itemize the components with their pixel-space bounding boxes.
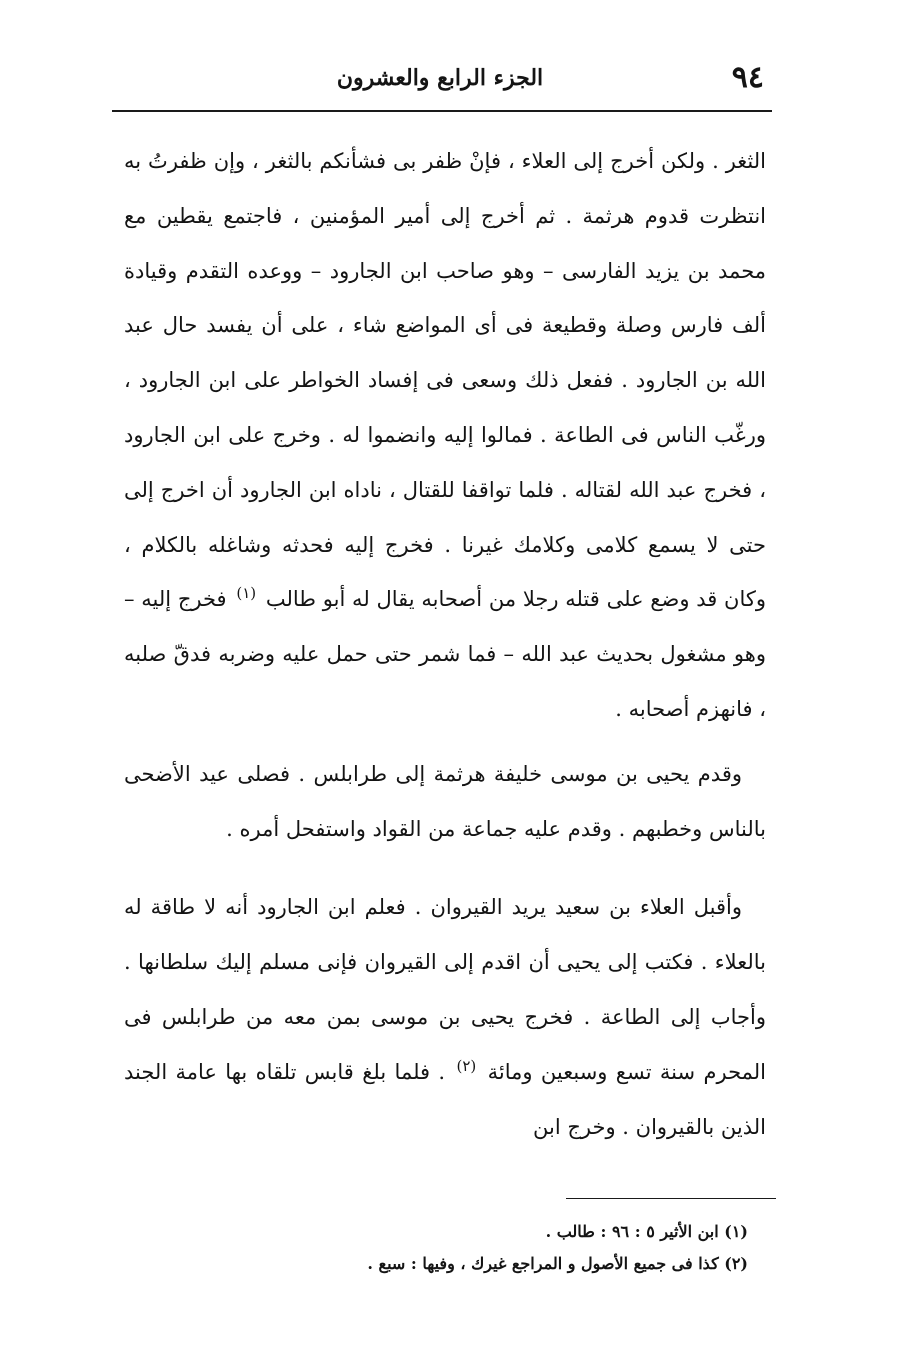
running-title: الجزء الرابع والعشرون (336, 65, 544, 91)
header-rule (112, 110, 772, 112)
footnote-rule (566, 1198, 776, 1199)
footnote-1: (١) ابن الأثير ٥ : ٩٦ : طالب . (545, 1222, 748, 1241)
page-number: ٩٤ (731, 60, 764, 95)
body-text (124, 134, 766, 1154)
paragraph-3-text: وأقبل العلاء بن سعيد يريد القيروان . فعلم ابن الجارود أنه لا طاقة له بالعلاء . فكتب إلى يحيى أن اقدم إلى القيروان فإنى مسلم إليك سلطانها . وأجاب إلى الطاعة . فخرج يحيى بن موسى بمن معه من طرابلس فى المحرم سنة تسع وسبعين ومائة (124, 895, 766, 1084)
footnote-ref-2: (٢) (456, 1056, 477, 1075)
paragraph-3-text-cont: . فلما بلغ قابس تلقاه بها عامة الجند الذين بالقيروان . وخرج ابن (124, 1059, 766, 1139)
footnote-2: (٢) كذا فى جميع الأصول و المراجع غيرك ، وفيها : سبع . (367, 1254, 748, 1273)
paragraph-3 (124, 880, 766, 1154)
page-header (112, 60, 768, 104)
paragraph-1-text: الثغر . ولكن أخرج إلى العلاء ، فإنْ ظفر بى فشأنكم بالثغر ، وإن ظفرتُ به انتظرت قدوم هرثمة . ثم أخرج إلى أمير المؤمنين ، فاجتمع يقطين مع محمد بن يزيد الفارسى – وهو صاحب ابن الجارود – ووعده التقدم وقيادة ألف فارس وصلة وقطيعة فى أى المواضع شاء ، على أن يفسد حال عبد الله بن الجارود . ففعل ذلك وسعى فى إفساد الخواطر على ابن الجارود ، ورغّب الناس فى الطاعة . فمالوا إليه وانضموا له . وخرج على ابن الجارود ، فخرج عبد الله لقتاله . فلما تواقفا للقتال ، ناداه ابن الجارود أن اخرج إلى حتى لا يسمع كلامى وكلامك غيرنا . فخرج إليه فحدثه وشاغله بالكلام ، وكان قد وضع على قتله رجلا من أصحابه يقال له أبو طالب (124, 149, 766, 612)
paragraph-1 (124, 134, 766, 737)
paragraph-1-text-cont: فخرج إليه – وهو مشغول بحديث عبد الله – فما شمر حتى حمل عليه وضربه فدقّ صلبه ، فانهزم أصحابه . (124, 587, 766, 721)
footnote-ref-1: (١) (236, 584, 257, 603)
paragraph-2-text: وقدم يحيى بن موسى خليفة هرثمة إلى طرابلس . فصلى عيد الأضحى بالناس وخطبهم . وقدم عليه جماعة من القواد واستفحل أمره . (124, 761, 766, 841)
footnotes (124, 1216, 748, 1280)
paragraph-2 (124, 747, 766, 857)
